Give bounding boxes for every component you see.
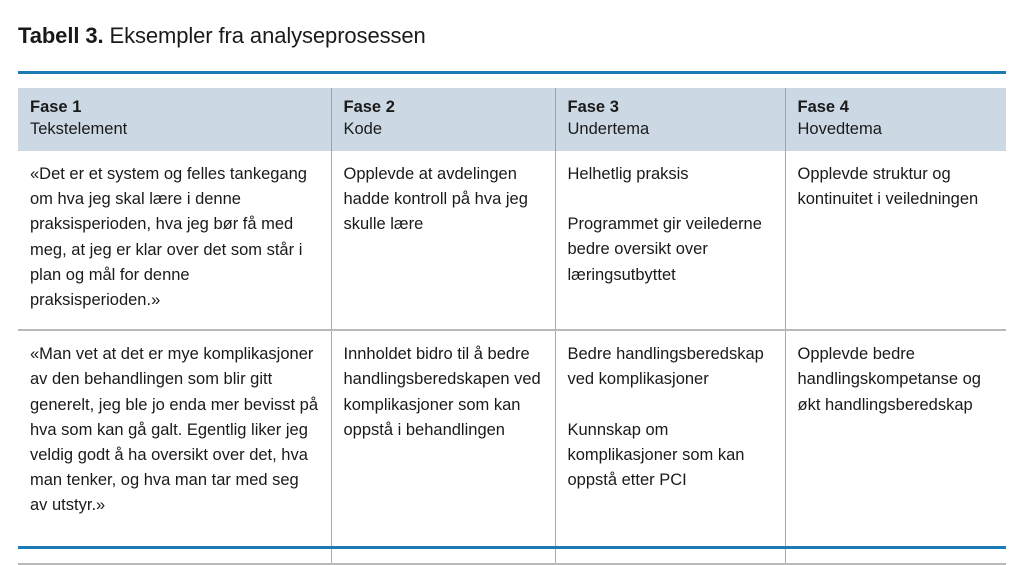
cell-paragraph: Kunnskap om komplikasjoner som kan oppstå etter PCI: [567, 420, 745, 490]
table-caption: [18, 22, 426, 50]
column-header-phase-3: [555, 88, 785, 151]
column-header-phase-3-name: Undertema: [567, 120, 650, 138]
cell-row2-kode: [331, 330, 555, 564]
table-row: [18, 151, 1006, 330]
table-caption-text: Eksempler fra analyseprosessen: [103, 23, 426, 48]
table-top-rule: [18, 71, 1006, 74]
cell-row1-hovedtema: [785, 151, 1006, 330]
column-header-phase-2-phase: Fase 2: [343, 98, 395, 116]
cell-paragraph: Opplevde at avdelingen hadde kontroll på hva jeg skulle lære: [343, 165, 528, 234]
column-header-phase-3-phase: Fase 3: [567, 98, 619, 116]
cell-paragraph: Helhetlig praksis: [567, 165, 689, 183]
cell-row1-kode: [331, 151, 555, 330]
table-header-row: [18, 88, 1006, 151]
analysis-process-table: [18, 88, 1006, 565]
cell-row1-tekstelement: [18, 151, 331, 330]
table-bottom-rule: [18, 546, 1006, 549]
cell-paragraph: Opplevde struktur og kontinuitet i veiledningen: [797, 165, 979, 209]
cell-row2-tekstelement: [18, 330, 331, 564]
column-header-phase-4: [785, 88, 1006, 151]
cell-paragraph: «Man vet at det er mye komplikasjoner av den behandlingen som blir gitt generelt, jeg ble jo enda mer bevisst på hva som kan gå galt. Egentlig liker jeg veldig godt å ha oversikt over det, hva man tenker, og hva man tar med seg av utstyr.»: [30, 345, 319, 515]
column-header-phase-1: [18, 88, 331, 151]
cell-paragraph: Bedre handlingsberedskap ved komplikasjoner: [567, 345, 764, 389]
table-caption-label: Tabell 3.: [18, 23, 104, 48]
column-header-phase-1-phase: Fase 1: [30, 98, 82, 116]
cell-paragraph: Opplevde bedre handlingskompetanse og økt handlingsberedskap: [797, 345, 981, 414]
table-row: [18, 330, 1006, 564]
cell-row2-hovedtema: [785, 330, 1006, 564]
table-container: [18, 88, 1006, 565]
column-header-phase-1-name: Tekstelement: [30, 120, 128, 138]
cell-row1-undertema: [555, 151, 785, 330]
column-header-phase-2: [331, 88, 555, 151]
cell-paragraph: Innholdet bidro til å bedre handlingsberedskapen ved komplikasjoner som kan oppstå i behandlingen: [343, 345, 541, 439]
table-body: [18, 151, 1006, 564]
cell-paragraph: Programmet gir veilederne bedre oversikt over læringsutbyttet: [567, 215, 762, 284]
column-header-phase-4-name: Hovedtema: [797, 120, 882, 138]
column-header-phase-2-name: Kode: [343, 120, 383, 138]
column-header-phase-4-phase: Fase 4: [797, 98, 849, 116]
cell-paragraph: «Det er et system og felles tankegang om hva jeg skal lære i denne praksisperioden, hva jeg bør få med meg, at jeg er klar over det som står i plan og mål for denne praksisperioden.»: [30, 165, 307, 310]
cell-row2-undertema: [555, 330, 785, 564]
table-header: [18, 88, 1006, 151]
